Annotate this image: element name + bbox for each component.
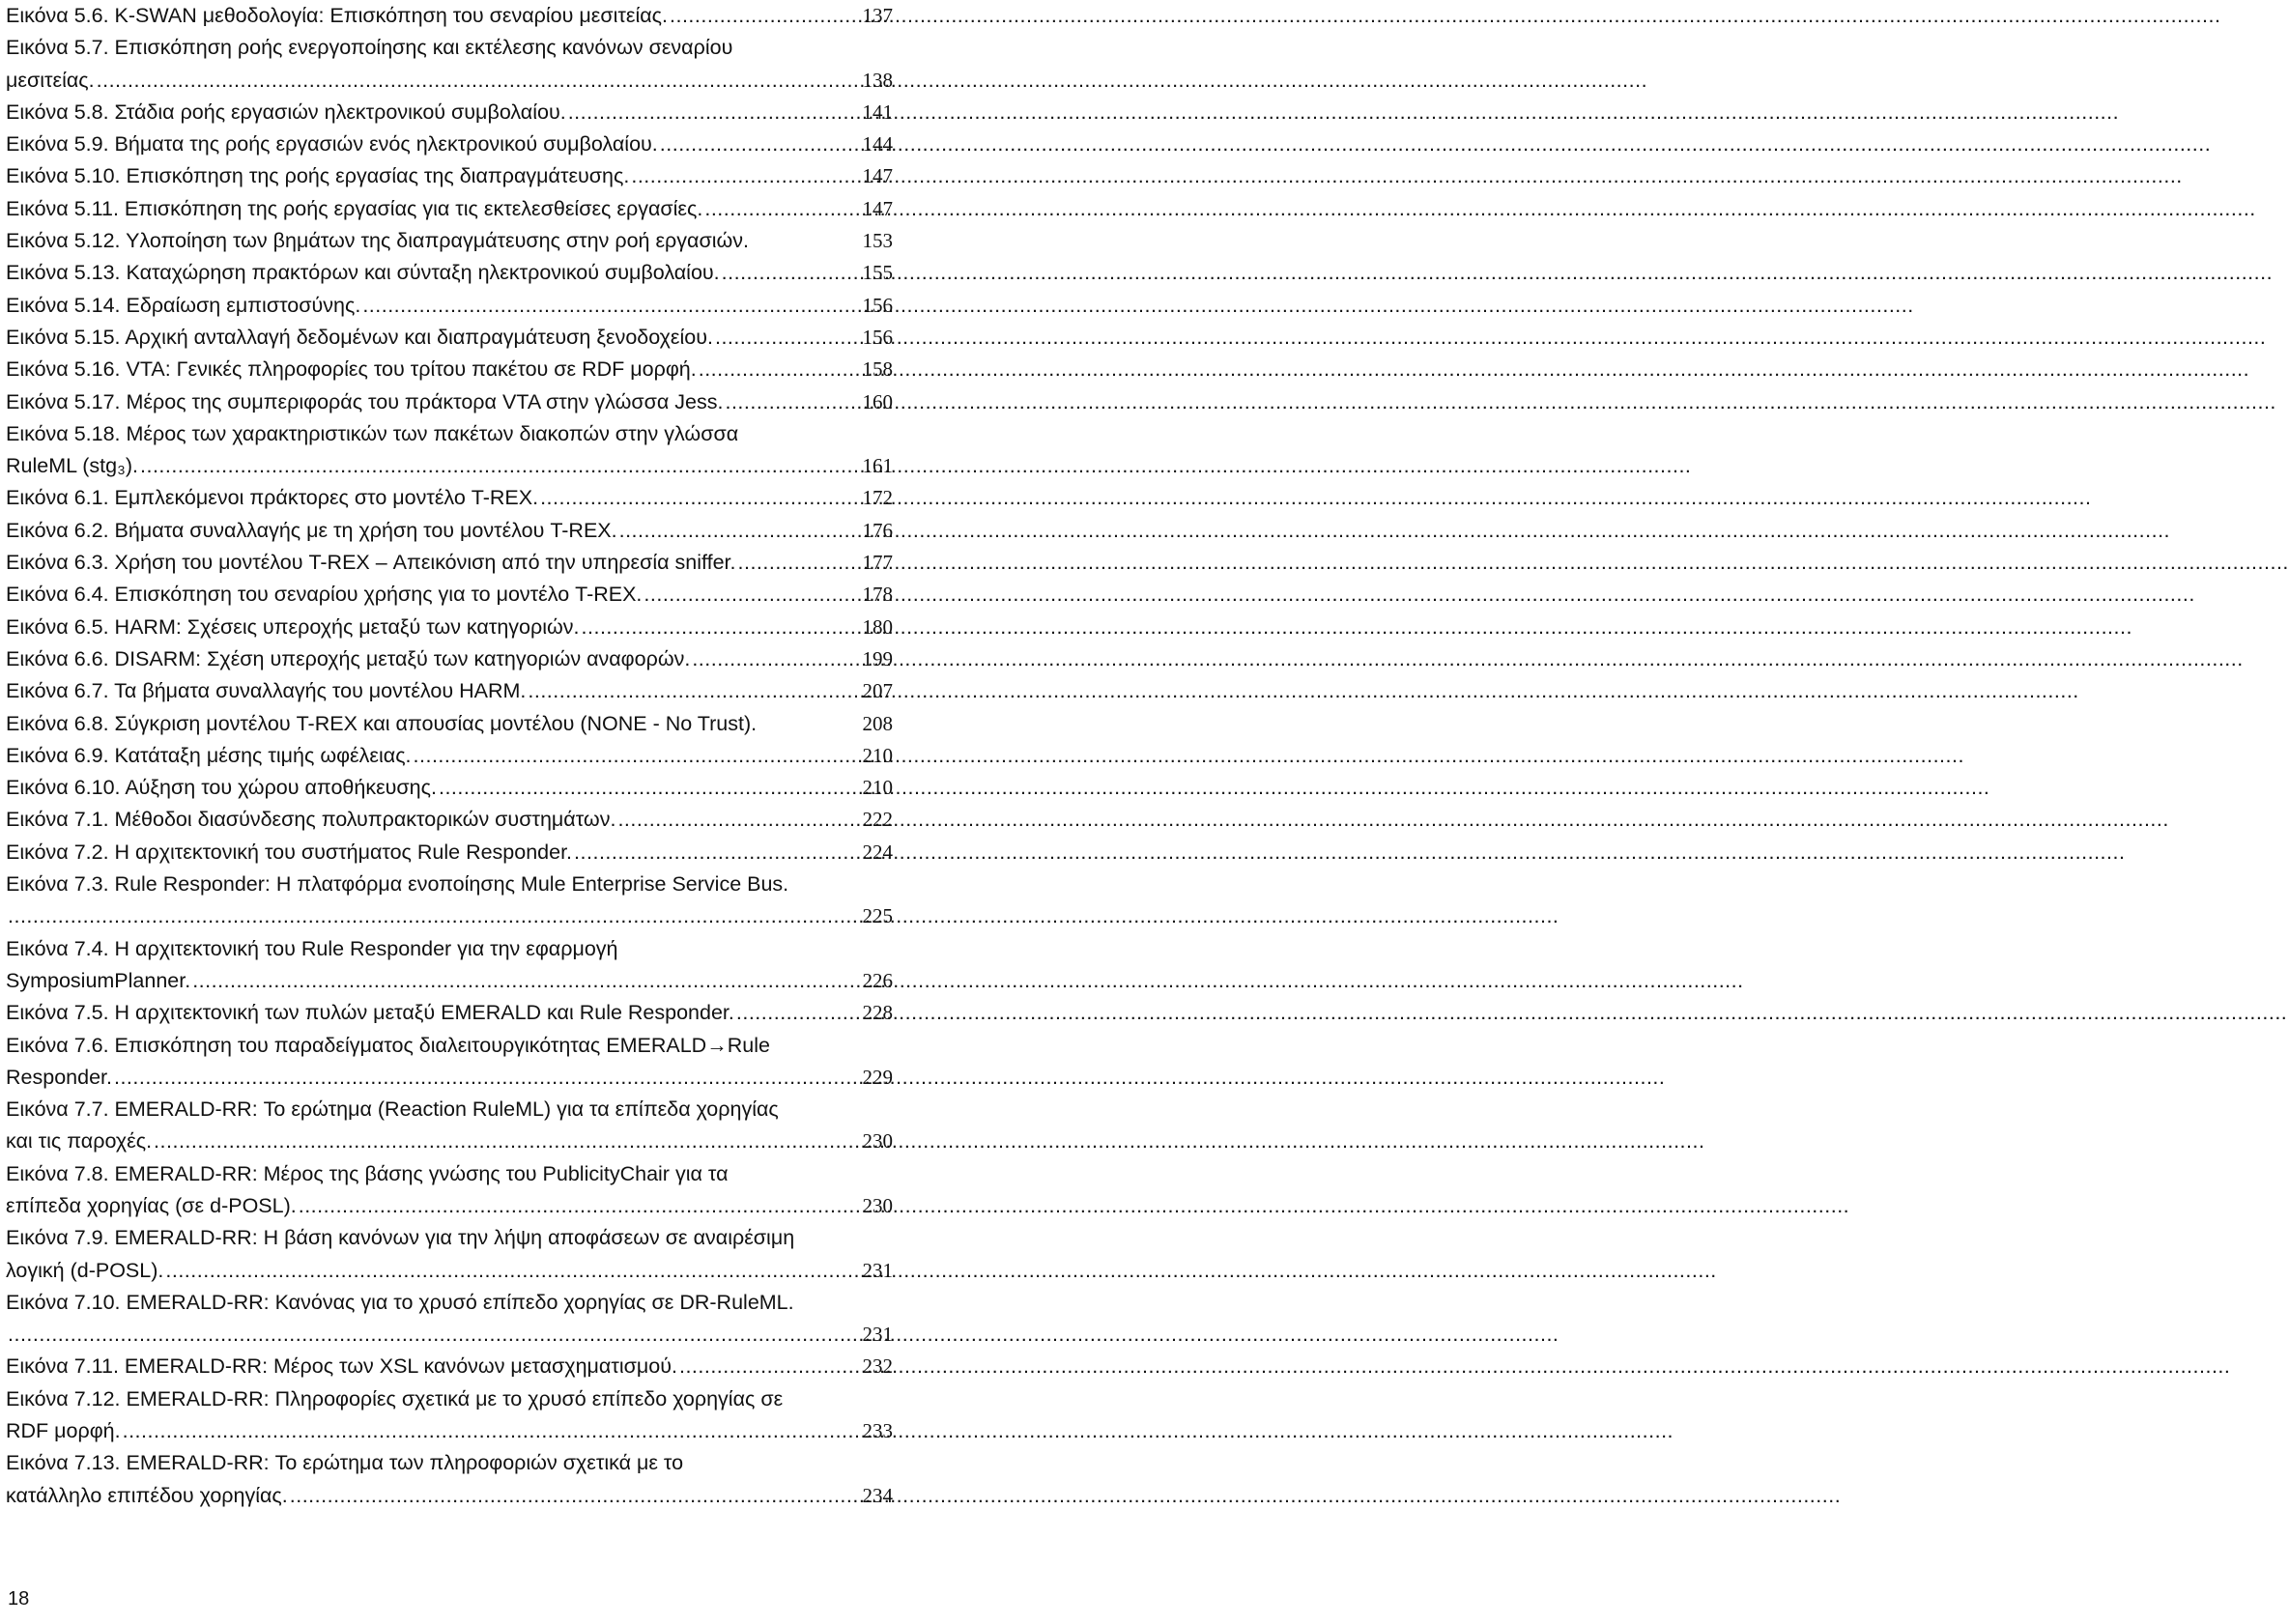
- toc-entry-line: [6, 515, 893, 547]
- dot-leader: [702, 193, 860, 225]
- dot-leader: [697, 354, 861, 385]
- toc-entry[interactable]: [6, 418, 893, 483]
- dot-leader: [668, 0, 860, 32]
- toc-entry-title: Εικόνα 5.16. VTA: Γενικές πληροφορίες του τρίτου πακέτου σε RDF μορφή.: [6, 357, 697, 382]
- dot-leader: [690, 643, 860, 675]
- dot-leader: [734, 997, 861, 1029]
- toc-entry[interactable]: [6, 257, 893, 289]
- toc-entry-title: μεσιτείας.: [6, 68, 95, 92]
- toc-entry[interactable]: [6, 97, 893, 128]
- toc-entry[interactable]: [6, 772, 893, 804]
- toc-entry-line: [6, 0, 893, 32]
- toc-entry-line: [6, 837, 893, 869]
- toc-entry-line: [6, 900, 893, 932]
- toc-entry[interactable]: [6, 193, 893, 225]
- toc-entry[interactable]: [6, 32, 893, 97]
- toc-entry[interactable]: [6, 675, 893, 707]
- toc-entry-line: [6, 675, 893, 707]
- toc-entry-title: Εικόνα 6.4. Επισκόπηση του σεναρίου χρήσης για το μοντέλο T-REX.: [6, 583, 643, 607]
- toc-entry-page-number: 144: [862, 132, 893, 157]
- toc-entry-page-number: 137: [862, 4, 893, 27]
- toc-entry-title-line: Εικόνα 5.7. Επισκόπηση ροής ενεργοποίησης και εκτέλεσης κανόνων σεναρίου: [6, 36, 733, 60]
- toc-entry[interactable]: [6, 804, 893, 836]
- toc-entry-title-line: Εικόνα 5.18. Μέρος των χαρακτηριστικών των πακέτων διακοπών στην γλώσσα: [6, 421, 739, 445]
- toc-entry-title: Εικόνα 5.11. Επισκόπηση της ροής εργασίας για τις εκτελεσθείσες εργασίες.: [6, 196, 703, 220]
- toc-entry-page-number: 141: [862, 100, 893, 124]
- toc-entry-line: [6, 160, 893, 192]
- toc-entry[interactable]: [6, 997, 893, 1029]
- toc-entry-title-line: Εικόνα 7.8. EMERALD-RR: Μέρος της βάσης γνώσης του PublicityChair για τα: [6, 1161, 729, 1185]
- toc-entry-title: Εικόνα 7.1. Μέθοδοι διασύνδεσης πολυπρακτορικών συστημάτων.: [6, 808, 616, 832]
- dot-leader: [112, 1062, 861, 1094]
- toc-entry-page-number: 231: [862, 1258, 893, 1282]
- toc-entry-page-number: 210: [862, 743, 893, 767]
- toc-entry-page-number: 230: [862, 1129, 893, 1154]
- toc-entry-title: Εικόνα 6.7. Τα βήματα συναλλαγής του μοντέλου HARM.: [6, 679, 527, 703]
- toc-entry-title-line: Εικόνα 7.13. EMERALD-RR: Το ερώτημα των πληροφοριών σχετικά με το: [6, 1451, 684, 1475]
- toc-entry-title-line: Εικόνα 7.6. Επισκόπηση του παραδείγματος διαλειτουργικότητας EMERALD→Rule: [6, 1033, 770, 1057]
- toc-entry-title: RuleML (stg₃).: [6, 454, 138, 478]
- toc-entry-title-line: Εικόνα 7.9. EMERALD-RR: Η βάση κανόνων για την λήψη αποφάσεων σε αναιρέσιμη: [6, 1226, 795, 1250]
- toc-entry-title: και τις παροχές.: [6, 1129, 153, 1154]
- toc-entry-line: [6, 1125, 893, 1157]
- toc-entry[interactable]: [6, 322, 893, 354]
- dot-leader: [95, 65, 861, 97]
- toc-entry-title: SymposiumPlanner.: [6, 968, 191, 992]
- toc-entry-title: Responder.: [6, 1065, 112, 1089]
- toc-entry-title-line: Εικόνα 7.12. EMERALD-RR: Πληροφορίες σχετικά με το χρυσό επίπεδο χορηγίας σε: [6, 1386, 784, 1410]
- toc-entry-page-number: 224: [862, 840, 893, 864]
- toc-entry-title-line: Εικόνα 7.3. Rule Responder: Η πλατφόρμα ενοποίησης Mule Enterprise Service Bus.: [6, 872, 789, 897]
- dot-leader: [297, 1190, 861, 1222]
- toc-entry-line: [6, 322, 893, 354]
- toc-entry-page-number: 228: [862, 1001, 893, 1025]
- dot-leader: [437, 772, 861, 804]
- toc-entry-line: [6, 386, 893, 418]
- toc-entry-line: [6, 1190, 893, 1222]
- toc-entry-line: [6, 354, 893, 385]
- toc-entry-title: Εικόνα 6.6. DISARM: Σχέση υπεροχής μεταξύ των κατηγοριών αναφορών.: [6, 646, 691, 670]
- toc-entry-title: Εικόνα 5.9. Βήματα της ροής εργασιών ενός ηλεκτρονικού συμβολαίου.: [6, 132, 658, 157]
- dot-leader: [190, 965, 860, 997]
- toc-entry[interactable]: [6, 1222, 893, 1287]
- toc-entry-title-line: Εικόνα 7.7. EMERALD-RR: Το ερώτημα (Reaction RuleML) για τα επίπεδα χορηγίας: [6, 1097, 779, 1122]
- dot-leader: [538, 482, 860, 514]
- toc-entry-page-number: 172: [862, 486, 893, 510]
- dot-leader: [615, 804, 860, 836]
- page-number: 18: [8, 1588, 30, 1610]
- toc-entry[interactable]: [6, 1287, 893, 1352]
- toc-entry[interactable]: [6, 1094, 893, 1158]
- toc-entry-title: Εικόνα 5.12. Υλοποίηση των βημάτων της διαπραγμάτευσης στην ροή εργασιών.: [6, 229, 750, 253]
- toc-entry-title: Εικόνα 7.2. Η αρχιτεκτονική του συστήματος Rule Responder.: [6, 840, 573, 864]
- toc-entry-title: Εικόνα 5.17. Μέρος της συμπεριφοράς του πράκτορα VTA στην γλώσσα Jess.: [6, 389, 724, 413]
- toc-entry-page-number: 147: [862, 196, 893, 220]
- toc-entry-line: [6, 290, 893, 322]
- toc-entry-line: [6, 579, 893, 611]
- dot-leader: [736, 547, 861, 579]
- toc-entry-page-number: 225: [862, 904, 893, 928]
- toc-entry[interactable]: [6, 160, 893, 192]
- toc-entry-title: Εικόνα 5.13. Καταχώρηση πρακτόρων και σύνταξη ηλεκτρονικού συμβολαίου.: [6, 261, 720, 285]
- toc-entry-title: Εικόνα 6.8. Σύγκριση μοντέλου T-REX και απουσίας μοντέλου (NONE - No Trust).: [6, 711, 758, 735]
- dot-leader: [288, 1480, 861, 1512]
- toc-entry-title: λογική (d-POSL).: [6, 1258, 164, 1282]
- toc-entry[interactable]: [6, 612, 893, 643]
- toc-entry-title: Εικόνα 6.10. Αύξηση του χώρου αποθήκευσης.: [6, 776, 437, 800]
- toc-entry-page-number: 226: [862, 968, 893, 992]
- dot-leader: [720, 257, 861, 289]
- dot-leader: [152, 1125, 860, 1157]
- toc-entry-page-number: 207: [862, 679, 893, 703]
- dot-leader: [121, 1415, 861, 1447]
- dot-leader: [723, 386, 860, 418]
- toc-entry[interactable]: [6, 869, 893, 933]
- dot-leader: [642, 579, 860, 611]
- toc-entry-title: Εικόνα 6.1. Εμπλεκόμενοι πράκτορες στο μοντέλο T-REX.: [6, 486, 539, 510]
- dot-leader: [658, 128, 861, 160]
- toc-entry[interactable]: [6, 708, 893, 740]
- toc-entry-line: [6, 1255, 893, 1287]
- toc-entry-line: [6, 193, 893, 225]
- toc-entry-title: Εικόνα 7.5. Η αρχιτεκτονική των πυλών μεταξύ EMERALD και Rule Responder.: [6, 1001, 734, 1025]
- toc-entry-page-number: 155: [862, 261, 893, 285]
- toc-entry[interactable]: [6, 0, 893, 32]
- dot-leader: [566, 97, 861, 128]
- toc-entry-page-number: 222: [862, 808, 893, 832]
- toc-entry-title: Εικόνα 6.9. Κατάταξη μέσης τιμής ωφέλειας.: [6, 743, 412, 767]
- toc-entry-line: [6, 612, 893, 643]
- toc-entry-title: επίπεδα χορηγίας (σε d-POSL).: [6, 1193, 297, 1217]
- toc-entry-title: Εικόνα 5.6. K-SWAN μεθοδολογία: Επισκόπηση του σεναρίου μεσιτείας.: [6, 4, 669, 27]
- toc-entry-line: [6, 225, 893, 257]
- toc-entry-line: [6, 643, 893, 675]
- dot-leader: [163, 1255, 860, 1287]
- dot-leader: [138, 450, 861, 482]
- toc-entry-title: Εικόνα 7.11. EMERALD-RR: Μέρος των XSL κανόνων μετασχηματισμού.: [6, 1354, 677, 1379]
- toc-entry-page-number: 234: [862, 1483, 893, 1507]
- toc-entry-line: [6, 740, 893, 772]
- toc-entry-title: κατάλληλο επιπέδου χορηγίας.: [6, 1483, 288, 1507]
- toc-entry[interactable]: [6, 1383, 893, 1448]
- toc-entry-title: Εικόνα 5.14. Εδραίωση εμπιστοσύνης.: [6, 293, 361, 317]
- toc-entry-line: [6, 482, 893, 514]
- toc-entry-title: Εικόνα 6.3. Χρήση του μοντέλου T-REX – Απεικόνιση από την υπηρεσία sniffer.: [6, 551, 736, 575]
- toc-entry-page-number: 156: [862, 325, 893, 349]
- dot-leader: [6, 900, 861, 932]
- toc-entry-line: [6, 65, 893, 97]
- toc-entry-page-number: 177: [862, 551, 893, 575]
- toc-entry[interactable]: [6, 515, 893, 547]
- toc-entry-page-number: 210: [862, 776, 893, 800]
- toc-entry[interactable]: [6, 740, 893, 772]
- dot-leader: [360, 290, 860, 322]
- toc-entry-page-number: 153: [862, 229, 893, 253]
- toc-entry-line: [6, 547, 893, 579]
- toc-entry[interactable]: [6, 1447, 893, 1512]
- toc-entry-title: Εικόνα 5.8. Στάδια ροής εργασιών ηλεκτρονικού συμβολαίου.: [6, 100, 566, 124]
- toc-entry[interactable]: [6, 1351, 893, 1382]
- toc-entry[interactable]: [6, 1030, 893, 1095]
- toc-entry-line: [6, 1415, 893, 1447]
- toc-entry[interactable]: [6, 547, 893, 579]
- toc-entry-page-number: 231: [862, 1323, 893, 1347]
- table-of-figures: [6, 0, 893, 1512]
- dot-leader: [580, 612, 861, 643]
- toc-entry-line: [6, 450, 893, 482]
- toc-entry-page-number: 180: [862, 614, 893, 639]
- toc-entry-page-number: 147: [862, 164, 893, 188]
- toc-entry-page-number: 178: [862, 583, 893, 607]
- toc-entry[interactable]: [6, 1158, 893, 1223]
- toc-entry[interactable]: [6, 482, 893, 514]
- toc-entry-page-number: 229: [862, 1065, 893, 1089]
- toc-entry-title: RDF μορφή.: [6, 1419, 121, 1443]
- dot-leader: [713, 322, 861, 354]
- toc-entry-line: [6, 97, 893, 128]
- toc-entry-title-line: Εικόνα 7.4. Η αρχιτεκτονική του Rule Responder για την εφαρμογή: [6, 936, 618, 960]
- toc-entry-line: [6, 997, 893, 1029]
- toc-entry-line: [6, 772, 893, 804]
- toc-entry-line: [6, 708, 893, 740]
- toc-entry-page-number: 158: [862, 357, 893, 382]
- toc-entry-page-number: 199: [862, 646, 893, 670]
- toc-entry-line: [6, 804, 893, 836]
- dot-leader: [526, 675, 860, 707]
- toc-entry-title: Εικόνα 5.15. Αρχική ανταλλαγή δεδομένων και διαπραγμάτευση ξενοδοχείου.: [6, 325, 713, 349]
- toc-entry-title-line: Εικόνα 7.10. EMERALD-RR: Κανόνας για το χρυσό επίπεδο χορηγίας σε DR-RuleML.: [6, 1290, 794, 1314]
- toc-entry-line: [6, 128, 893, 160]
- toc-entry-line: [6, 1351, 893, 1382]
- toc-entry-page-number: 160: [862, 389, 893, 413]
- dot-leader: [6, 1319, 861, 1351]
- toc-entry[interactable]: [6, 290, 893, 322]
- toc-entry-line: [6, 1319, 893, 1351]
- toc-entry-page-number: 156: [862, 293, 893, 317]
- toc-entry-line: [6, 965, 893, 997]
- dot-leader: [572, 837, 860, 869]
- toc-entry-page-number: 138: [862, 68, 893, 92]
- toc-entry-page-number: 232: [862, 1354, 893, 1379]
- toc-entry-page-number: 176: [862, 518, 893, 542]
- toc-entry-title: Εικόνα 5.10. Επισκόπηση της ροής εργασίας της διαπραγμάτευσης.: [6, 164, 630, 188]
- toc-entry-line: [6, 257, 893, 289]
- toc-entry[interactable]: [6, 354, 893, 385]
- toc-entry-page-number: 230: [862, 1193, 893, 1217]
- toc-entry[interactable]: [6, 128, 893, 160]
- toc-entry[interactable]: [6, 386, 893, 418]
- toc-entry-page-number: 208: [862, 711, 893, 735]
- toc-entry[interactable]: [6, 225, 893, 257]
- toc-entry[interactable]: [6, 643, 893, 675]
- toc-entry-title: Εικόνα 6.5. HARM: Σχέσεις υπεροχής μεταξύ των κατηγοριών.: [6, 614, 580, 639]
- toc-entry[interactable]: [6, 933, 893, 998]
- toc-entry-title: Εικόνα 6.2. Βήματα συναλλαγής με τη χρήση του μοντέλου T-REX.: [6, 518, 617, 542]
- dot-leader: [677, 1351, 861, 1382]
- dot-leader: [412, 740, 861, 772]
- dot-leader: [629, 160, 860, 192]
- dot-leader: [617, 515, 861, 547]
- toc-entry-line: [6, 1480, 893, 1512]
- toc-entry-page-number: 233: [862, 1419, 893, 1443]
- toc-entry[interactable]: [6, 579, 893, 611]
- toc-entry-line: [6, 1062, 893, 1094]
- toc-entry-page-number: 161: [862, 454, 893, 478]
- toc-entry[interactable]: [6, 837, 893, 869]
